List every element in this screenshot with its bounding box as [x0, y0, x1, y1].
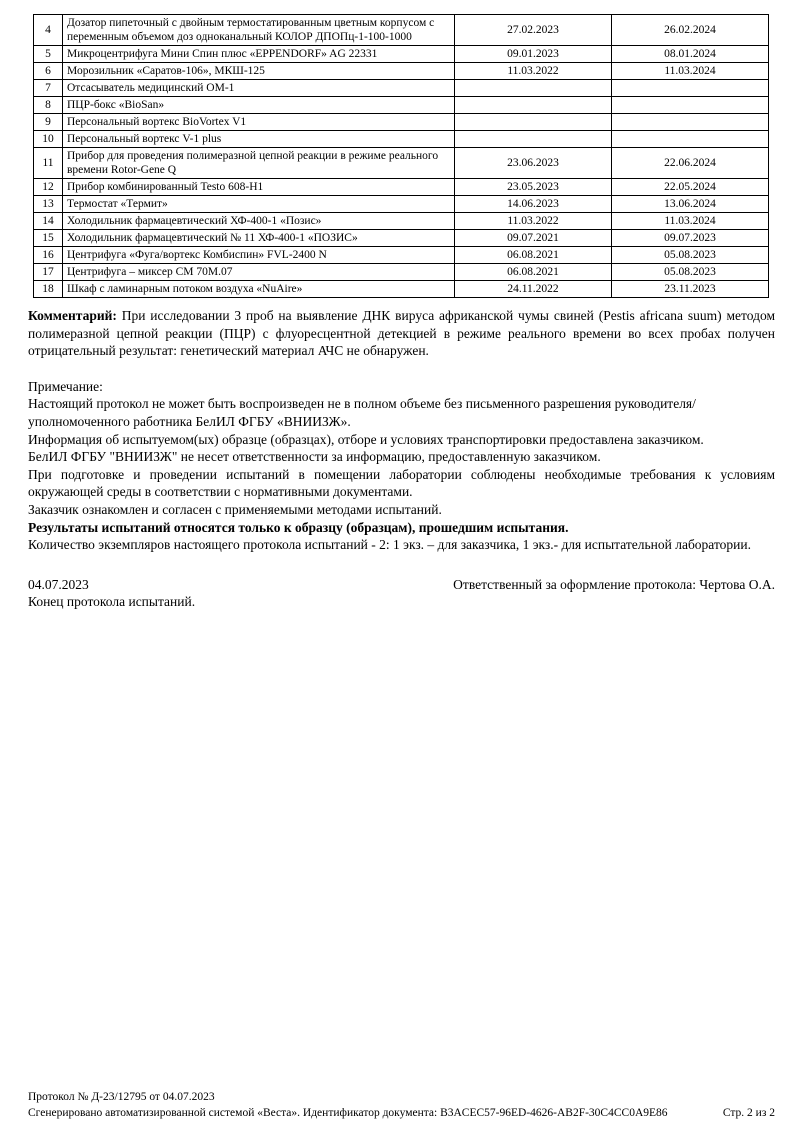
valid-until-date — [612, 97, 769, 114]
equipment-name: Холодильник фармацевтический ХФ-400-1 «Позис» — [63, 213, 455, 230]
equipment-table — [33, 14, 769, 298]
page-footer — [28, 1089, 775, 1121]
signoff-row — [28, 576, 775, 594]
table-row — [34, 97, 769, 114]
row-number: 17 — [34, 264, 63, 281]
valid-until-date: 23.11.2023 — [612, 281, 769, 298]
signoff-date: 04.07.2023 — [28, 576, 89, 592]
equipment-name: Персональный вортекс V-1 plus — [63, 131, 455, 148]
verification-date: 06.08.2021 — [455, 264, 612, 281]
note-line: Заказчик ознакомлен и согласен с применяемыми методами испытаний. — [28, 501, 442, 517]
note-line: Результаты испытаний относятся только к образцу (образцам), прошедшим испытания. — [28, 519, 569, 535]
valid-until-date: 22.05.2024 — [612, 179, 769, 196]
row-number: 6 — [34, 63, 63, 80]
note-line: Настоящий протокол не может быть воспроизведен не в полном объеме без письменного разрешения руководителя/уполномоченного работника БелИЛ ФГБУ «ВНИИЗЖ». — [28, 396, 696, 429]
commentary-text: При исследовании 3 проб на выявление ДНК вируса африканской чумы свиней (Pestis africana suum) методом полимеразной цепной реакции (ПЦР) с флуоресцентной детекцией в режиме реального времени во всех пробах получен отрицательный результат: генетический материал АЧС не обнаружен. — [28, 308, 775, 359]
row-number: 14 — [34, 213, 63, 230]
verification-date: 09.01.2023 — [455, 46, 612, 63]
note-line: При подготовке и проведении испытаний в помещении лаборатории соблюдены необходимые требования к условиям окружающей среды в соответствии с нормативными документами. — [28, 466, 775, 500]
verification-date: 24.11.2022 — [455, 281, 612, 298]
footer-page-number: Стр. 2 из 2 — [722, 1107, 775, 1119]
table-row — [34, 15, 769, 46]
valid-until-date — [612, 131, 769, 148]
note-line: БелИЛ ФГБУ "ВНИИЗЖ" не несет ответственности за информацию, предоставленную заказчиком. — [28, 449, 601, 465]
footer-protocol-number: Протокол № Д-23/12795 от 04.07.2023 — [28, 1091, 215, 1103]
table-row — [34, 230, 769, 247]
notes-heading: Примечание: — [28, 378, 103, 394]
equipment-name: Микроцентрифуга Мини Спин плюс «EPPENDORF» AG 22331 — [63, 46, 455, 63]
valid-until-date: 26.02.2024 — [612, 15, 769, 46]
verification-date: 09.07.2021 — [455, 230, 612, 247]
equipment-name: ПЦР-бокс «BioSan» — [63, 97, 455, 114]
equipment-name: Центрифуга – миксер СМ 70М.07 — [63, 264, 455, 281]
equipment-name: Шкаф с ламинарным потоком воздуха «NuAire» — [63, 281, 455, 298]
valid-until-date: 05.08.2023 — [612, 264, 769, 281]
row-number: 10 — [34, 131, 63, 148]
commentary-label: Комментарий: — [28, 308, 117, 323]
equipment-name: Центрифуга «Фуга/вортекс Комбиспин» FVL-2400 N — [63, 247, 455, 264]
equipment-name: Персональный вортекс BioVortex V1 — [63, 114, 455, 131]
table-row — [34, 247, 769, 264]
row-number: 4 — [34, 15, 63, 46]
verification-date: 27.02.2023 — [455, 15, 612, 46]
end-of-protocol-line: Конец протокола испытаний. — [28, 594, 196, 610]
equipment-name: Термостат «Термит» — [63, 196, 455, 213]
verification-date — [455, 114, 612, 131]
valid-until-date — [612, 80, 769, 97]
valid-until-date — [612, 114, 769, 131]
footer-generated-info: Сгенерировано автоматизированной системой «Веста». Идентификатор документа: B3ACEC57-96ED-4626-AB2F-30C4CC0A9E86 — [28, 1107, 668, 1119]
row-number: 8 — [34, 97, 63, 114]
verification-date: 11.03.2022 — [455, 63, 612, 80]
equipment-name: Прибор комбинированный Testo 608-H1 — [63, 179, 455, 196]
table-row — [34, 46, 769, 63]
table-row — [34, 213, 769, 230]
notes-section — [28, 395, 775, 553]
verification-date — [455, 97, 612, 114]
valid-until-date: 13.06.2024 — [612, 196, 769, 213]
table-row — [34, 264, 769, 281]
valid-until-date: 22.06.2024 — [612, 148, 769, 179]
verification-date — [455, 131, 612, 148]
table-row — [34, 114, 769, 131]
valid-until-date: 11.03.2024 — [612, 63, 769, 80]
equipment-name: Отсасыватель медицинский ОМ-1 — [63, 80, 455, 97]
valid-until-date: 08.01.2024 — [612, 46, 769, 63]
table-row — [34, 80, 769, 97]
row-number: 12 — [34, 179, 63, 196]
verification-date: 06.08.2021 — [455, 247, 612, 264]
verification-date: 23.05.2023 — [455, 179, 612, 196]
note-line: Количество экземпляров настоящего протокола испытаний - 2: 1 экз. – для заказчика, 1 экз.- для испытательной лаборатории. — [28, 537, 751, 553]
signoff-responsible: Ответственный за оформление протокола: Чертова О.А. — [453, 576, 775, 592]
verification-date: 11.03.2022 — [455, 213, 612, 230]
verification-date: 14.06.2023 — [455, 196, 612, 213]
row-number: 13 — [34, 196, 63, 213]
row-number: 5 — [34, 46, 63, 63]
row-number: 9 — [34, 114, 63, 131]
equipment-name: Холодильник фармацевтический № 11 ХФ-400-1 «ПОЗИС» — [63, 230, 455, 247]
row-number: 18 — [34, 281, 63, 298]
equipment-name: Прибор для проведения полимеразной цепной реакции в режиме реального времени Rotor-Gene Q — [63, 148, 455, 179]
table-row — [34, 179, 769, 196]
valid-until-date: 09.07.2023 — [612, 230, 769, 247]
equipment-name: Морозильник «Саратов-106», МКШ-125 — [63, 63, 455, 80]
note-line: Информация об испытуемом(ых) образце (образцах), отборе и условиях транспортировки предоставлена заказчиком. — [28, 431, 704, 447]
valid-until-date: 05.08.2023 — [612, 247, 769, 264]
table-row — [34, 148, 769, 179]
equipment-table-body — [34, 15, 769, 298]
table-row — [34, 281, 769, 298]
row-number: 11 — [34, 148, 63, 179]
commentary-paragraph — [28, 307, 775, 360]
table-row — [34, 131, 769, 148]
equipment-name: Дозатор пипеточный с двойным термостатированным цветным корпусом с переменным объемом доз одноканальный КОЛОР ДПОПц-1-100-1000 — [63, 15, 455, 46]
verification-date — [455, 80, 612, 97]
row-number: 15 — [34, 230, 63, 247]
valid-until-date: 11.03.2024 — [612, 213, 769, 230]
row-number: 7 — [34, 80, 63, 97]
table-row — [34, 196, 769, 213]
row-number: 16 — [34, 247, 63, 264]
verification-date: 23.06.2023 — [455, 148, 612, 179]
table-row — [34, 63, 769, 80]
